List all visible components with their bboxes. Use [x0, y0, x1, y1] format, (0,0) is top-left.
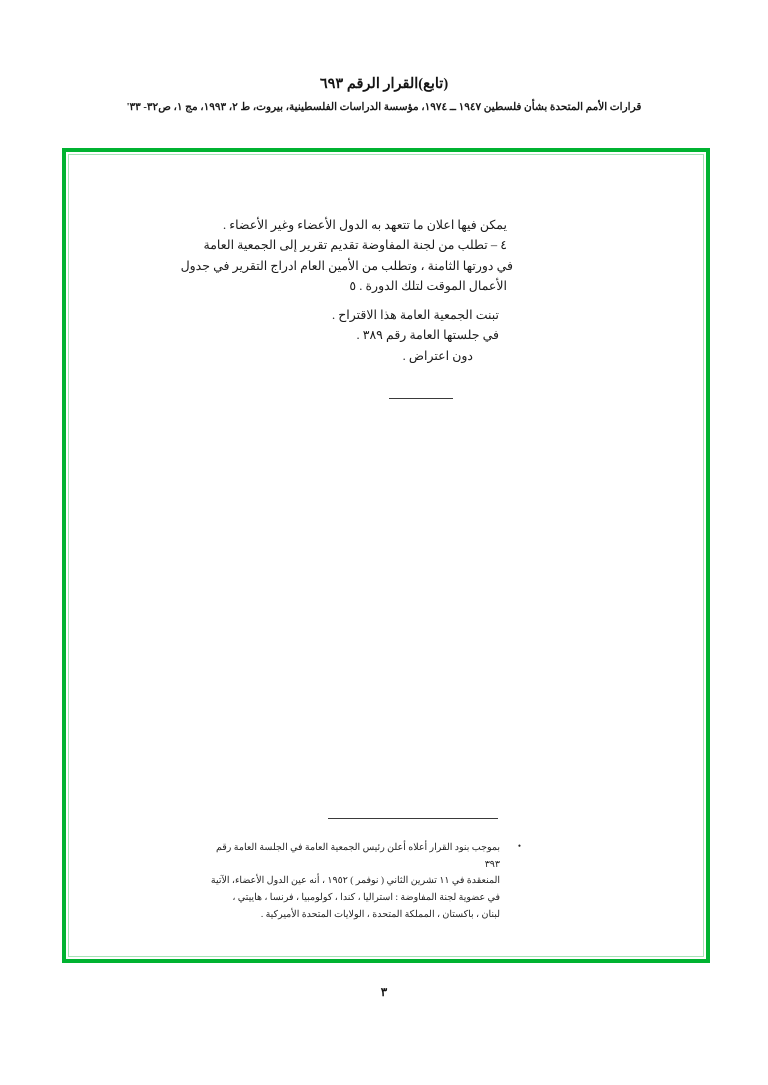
source-citation: قرارات الأمم المتحدة بشأن فلسطين ١٩٤٧ ــ ١٩٧٤، مؤسسة الدراسات الفلسطينية، بيروت، ط ٢، ١٩٩٣، مج ١، ص٣٢- ٣٣'	[126, 102, 642, 114]
closing-line: تبنت الجمعية العامة هذا الاقتراح .	[331, 308, 499, 322]
paragraph-spacer	[213, 296, 513, 305]
document-header	[0, 74, 768, 116]
footnote-line: المنعقدة في ١١ تشرين الثاني ( نوفمر ) ١٩٥٢ ، أنه عين الدول الأعضاء، الآتية	[210, 876, 500, 887]
page-number: ٣	[380, 985, 388, 999]
closing-line: في جلستها العامة رقم ٣٨٩ .	[356, 328, 499, 343]
footnote-divider-rule	[328, 818, 498, 819]
body-line: الأعمال الموقت لتلك الدورة . ٥	[349, 278, 507, 293]
section-divider-rule	[389, 398, 453, 399]
main-body-text	[180, 215, 513, 366]
closing-line: دون اعتراض .	[402, 348, 473, 363]
footnote-line: بموجب بنود القرار أعلاه أعلن رئيس الجمعية العامة في الجلسة العامة رقم ٣٩٣	[215, 843, 500, 870]
footnote-line: في عضوية لجنة المفاوضة : استراليا ، كندا ، كولومبيا ، فرنسا ، هاييتي ،	[232, 892, 500, 903]
body-line: ٤ – تطلب من لجنة المفاوضة تقديم تقرير إلى الجمعية العامة	[203, 238, 507, 253]
footnote-marker-icon: •	[517, 841, 521, 851]
body-line: يمكن فيها اعلان ما تتعهد به الدول الأعضاء وغير الأعضاء .	[222, 218, 507, 232]
footnote-block	[200, 840, 521, 923]
footnote-line: لبنان ، باكستان ، المملكة المتحدة ، الولايات المتحدة الأميركية .	[260, 909, 500, 920]
body-line: في دورتها الثامنة ، وتطلب من الأمين العام ادراج التقرير في جدول	[180, 258, 513, 273]
page-title: (تابع)القرار الرقم ٦٩٣	[319, 76, 449, 92]
